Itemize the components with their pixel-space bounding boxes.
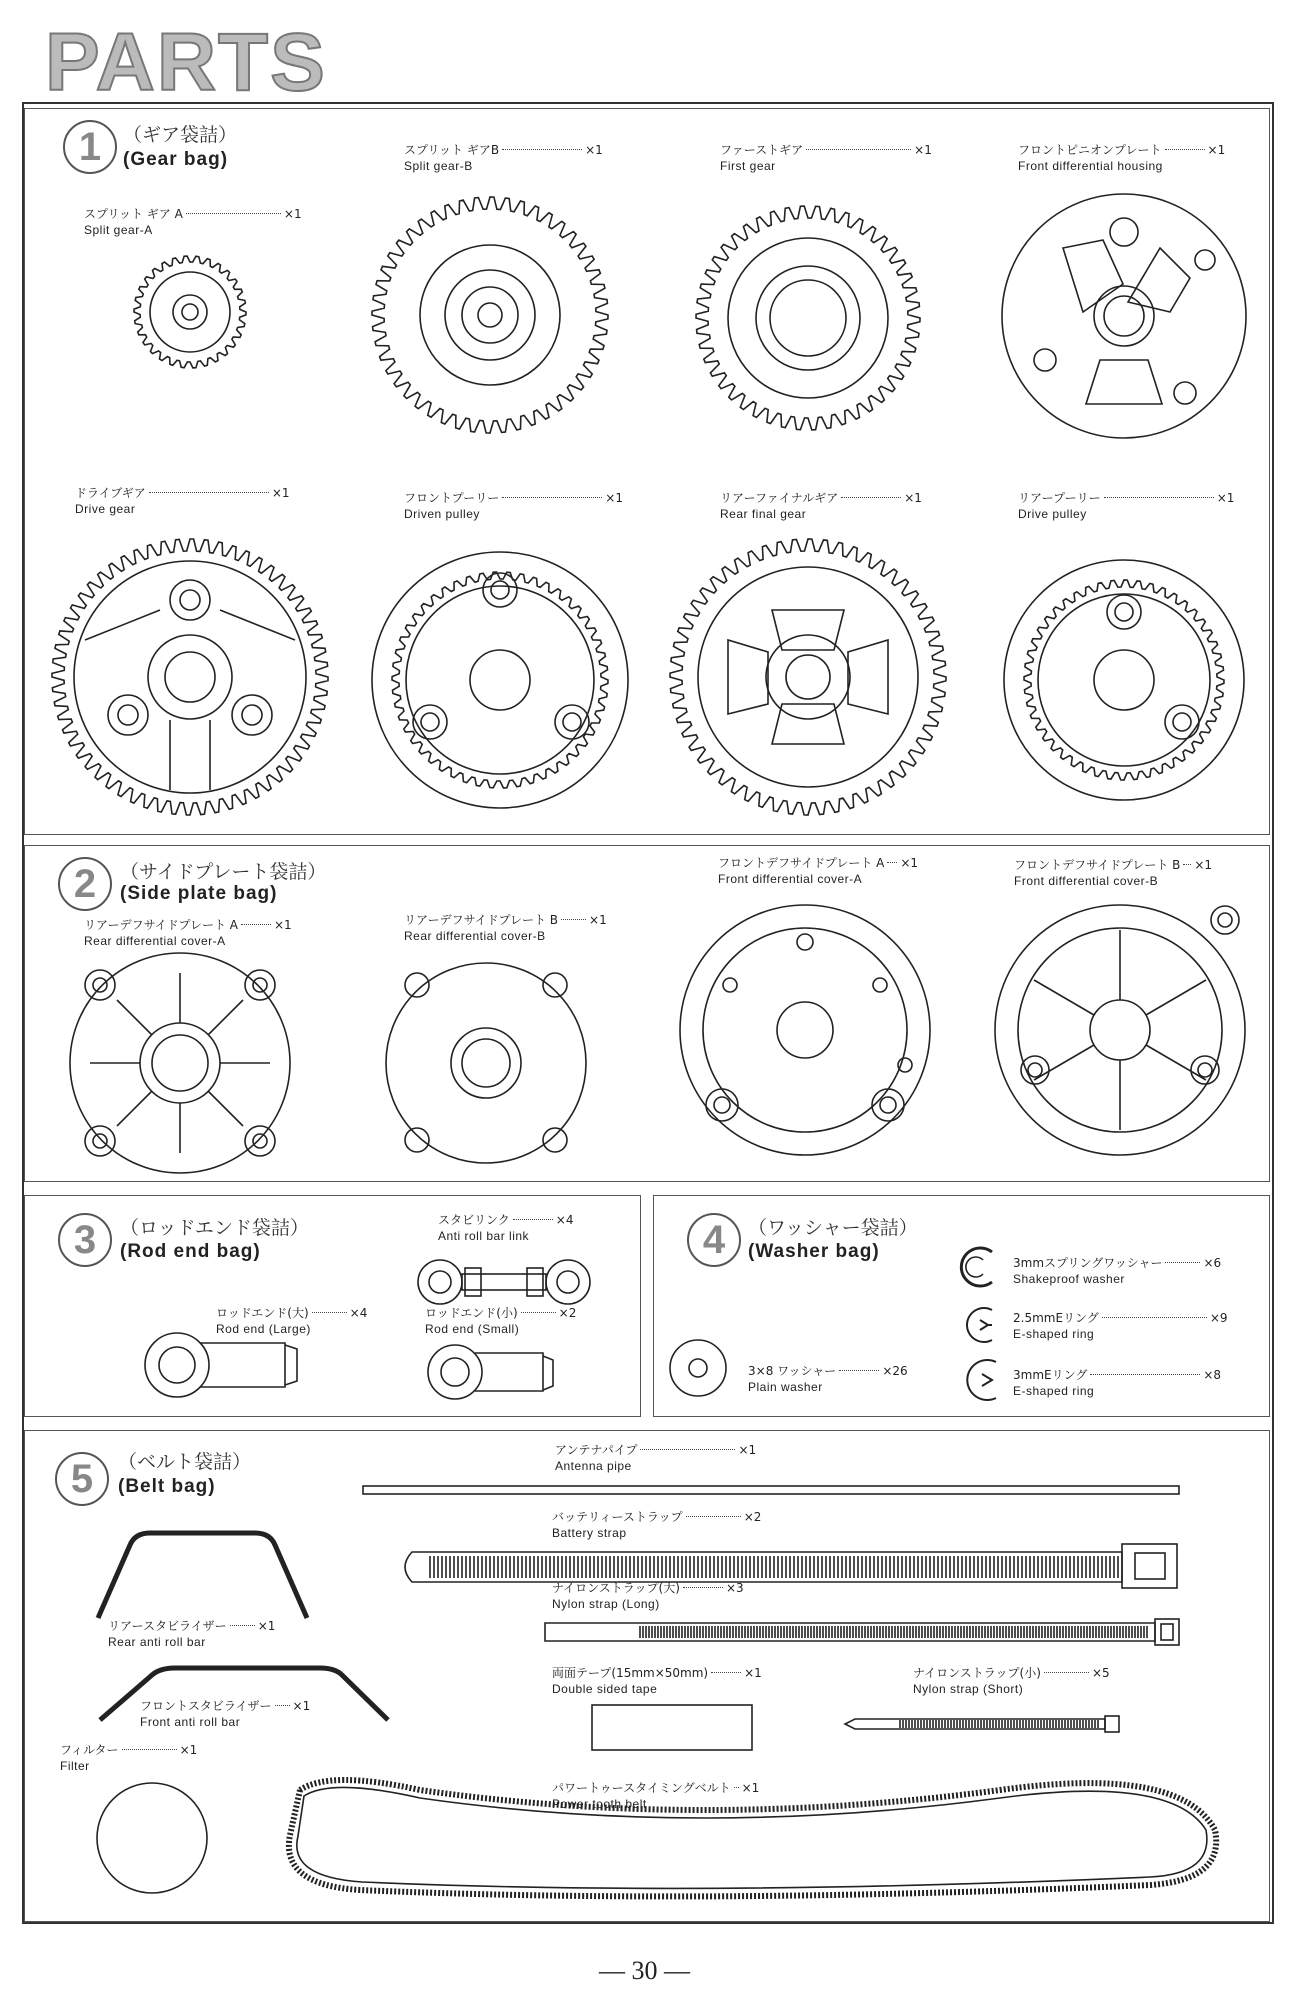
section-jp-1: （ギア袋詰） — [123, 124, 238, 146]
page-number: — 30 — — [599, 1956, 690, 1985]
split-gear-b-ring — [445, 270, 535, 360]
part-label: フロントデフサイドプレート A ×1 Front differential cover-A — [718, 856, 919, 886]
front-differential-housing-drawing — [1002, 194, 1246, 438]
front-differential-cover-a-drawing — [680, 905, 930, 1155]
power-tooth-belt-drawing — [289, 1780, 1216, 1896]
section-en-5: (Belt bag) — [118, 1476, 216, 1497]
section-jp-5: （ベルト袋詰） — [118, 1451, 252, 1473]
rear-differential-cover-a-drawing — [70, 953, 290, 1173]
part-label: リアープーリー ×1 Drive pulley — [1018, 491, 1235, 521]
driven-pulley-outline — [372, 552, 628, 808]
split-gear-a-outline — [134, 256, 246, 368]
first-gear-ring — [770, 280, 846, 356]
part-label: ロッドエンド(大) ×4 Rod end (Large) — [216, 1306, 368, 1336]
part-label: リアーデフサイドプレート A ×1 Rear differential cover-A — [84, 918, 292, 948]
section-en-1: (Gear bag) — [123, 149, 229, 170]
drive-pulley-hub — [1094, 650, 1154, 710]
nylon-strap-short-drawing — [845, 1716, 1119, 1732]
double-sided-tape-drawing — [592, 1705, 752, 1750]
split-gear-a-ring — [150, 272, 230, 352]
part-label: 3×8 ワッシャー ×26 Plain washer — [748, 1364, 908, 1394]
split-gear-b-ring — [420, 245, 560, 385]
rear-final-gear-ring — [698, 567, 918, 787]
first-gear-outline — [696, 206, 920, 430]
drive-pulley-outline — [1004, 560, 1244, 800]
nylon-strap-long-drawing — [545, 1619, 1179, 1645]
part-label: フロントピニオンプレート ×1 Front differential housing — [1018, 143, 1226, 173]
driven-pulley-hub — [470, 650, 530, 710]
drive-pulley-teeth — [1024, 580, 1224, 780]
gear-drawings — [52, 197, 946, 815]
filter-drawing — [97, 1783, 207, 1893]
drive-pulley-inner-ring — [1038, 594, 1210, 766]
part-label: ファーストギア ×1 First gear — [720, 143, 932, 173]
part-label: フロントプーリー ×1 Driven pulley — [404, 491, 623, 521]
pulley-drawings — [372, 552, 1244, 808]
part-label: 3mmEリング ×8 E-shaped ring — [1013, 1368, 1222, 1398]
rear-anti-roll-bar-drawing — [98, 1533, 307, 1618]
washer-drawings — [670, 1248, 996, 1400]
part-label: リアーファイナルギア ×1 Rear final gear — [720, 491, 922, 521]
part-label: 3mmスプリングワッシャー ×6 Shakeproof washer — [1013, 1256, 1222, 1286]
part-label: ドライブギア ×1 Drive gear — [75, 486, 290, 516]
driven-pulley-hole-inner — [563, 713, 581, 731]
part-label: 両面テープ(15mm×50mm) ×1 Double sided tape — [552, 1666, 762, 1696]
section-number-5: 5 — [55, 1452, 109, 1506]
section-number-4: 4 — [687, 1213, 741, 1267]
drive-gear-ring — [74, 561, 306, 793]
section-number-2: 2 — [58, 857, 112, 911]
driven-pulley-hole-inner — [491, 581, 509, 599]
part-label: 2.5mmEリング ×9 E-shaped ring — [1013, 1311, 1228, 1341]
split-gear-b-ring — [462, 287, 518, 343]
part-label: スプリット ギア A ×1 Split gear-A — [84, 207, 302, 237]
section-en-4: (Washer bag) — [748, 1241, 880, 1262]
rear-final-gear-outline — [670, 539, 946, 815]
section-number-3: 3 — [58, 1213, 112, 1267]
part-label: バッテリィーストラップ ×2 Battery strap — [552, 1510, 762, 1540]
rear-differential-cover-b-drawing — [386, 963, 586, 1163]
front-anti-roll-bar-drawing — [100, 1668, 388, 1720]
split-gear-a-ring — [182, 304, 198, 320]
part-label: アンテナパイプ ×1 Antenna pipe — [555, 1443, 757, 1473]
part-label: スプリット ギアB ×1 Split gear-B — [404, 143, 603, 173]
driven-pulley-teeth — [392, 572, 608, 788]
section-jp-4: （ワッシャー袋詰） — [748, 1217, 918, 1239]
rear-final-gear-features — [728, 610, 888, 744]
part-label: ナイロンストラップ(大) ×3 Nylon strap (Long) — [552, 1581, 744, 1611]
section-jp-3: （ロッドエンド袋詰） — [120, 1217, 309, 1239]
drive-gear-features — [85, 580, 295, 790]
rod-end-large-drawing — [145, 1333, 297, 1397]
first-gear-ring — [756, 266, 860, 370]
section-jp-2: （サイドプレート袋詰） — [120, 861, 327, 883]
battery-strap-drawing — [405, 1544, 1177, 1588]
part-label: スタビリンク ×4 Anti roll bar link — [438, 1213, 574, 1243]
part-label: パワートゥースタイミングベルト ×1 Power tooth belt — [552, 1781, 760, 1811]
antenna-pipe-drawing — [363, 1486, 1179, 1494]
part-label: フロントデフサイドプレート B ×1 Front differential cover-B — [1014, 858, 1213, 888]
driven-pulley-inner-ring — [406, 586, 594, 774]
part-label: フィルター ×1 Filter — [60, 1743, 198, 1773]
split-gear-b-outline — [372, 197, 608, 433]
rod-end-small-drawing — [428, 1345, 553, 1399]
part-label: リアーデフサイドプレート B ×1 Rear differential cover-B — [404, 913, 607, 943]
first-gear-ring — [728, 238, 888, 398]
drive-pulley-hole — [1165, 705, 1199, 739]
drive-pulley-hole-inner — [1173, 713, 1191, 731]
drive-pulley-hole-inner — [1115, 603, 1133, 621]
split-gear-a-ring — [173, 295, 207, 329]
section-en-2: (Side plate bag) — [120, 883, 278, 904]
section-number-1: 1 — [63, 120, 117, 174]
page-title: PARTS — [45, 17, 327, 108]
part-label: ロッドエンド(小) ×2 Rod end (Small) — [425, 1306, 577, 1336]
split-gear-b-ring — [478, 303, 502, 327]
driven-pulley-hole — [413, 705, 447, 739]
anti-roll-bar-link-drawing — [418, 1260, 590, 1304]
part-label: リアースタビライザー ×1 Rear anti roll bar — [108, 1619, 276, 1649]
part-label: フロントスタビライザー ×1 Front anti roll bar — [140, 1699, 311, 1729]
driven-pulley-hole-inner — [421, 713, 439, 731]
drive-pulley-hole — [1107, 595, 1141, 629]
part-label: ナイロンストラップ(小) ×5 Nylon strap (Short) — [913, 1666, 1110, 1696]
front-differential-cover-b-drawing — [995, 905, 1245, 1155]
section-en-3: (Rod end bag) — [120, 1241, 261, 1262]
